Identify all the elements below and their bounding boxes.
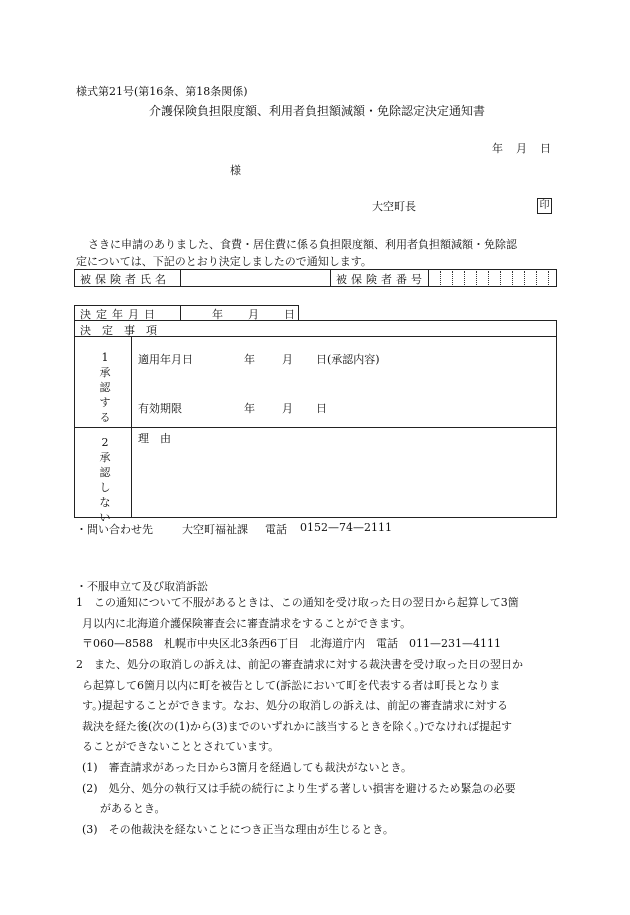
apply-month: 月 <box>282 353 293 366</box>
contact-dept: 大空町福祉課 <box>182 523 248 536</box>
divider <box>74 427 557 428</box>
form-number: 様式第21号(第16条、第18条関係) <box>76 85 248 98</box>
approve-label: 1 承 認 す る <box>99 351 111 424</box>
intro-line-2: 定については、下記のとおり決定しましたので通知します。 <box>76 255 372 268</box>
appeal-item-2-line: ることができないこととされています。 <box>82 740 280 753</box>
valid-label: 有効期限 <box>138 402 182 415</box>
deny-label: 2 承 認 し な い <box>99 436 111 524</box>
appeal-item-2-line: ら起算して6箇月以内に町を被告として(訴訟において町を代表する者は町長となりま <box>82 678 501 692</box>
decision-date-year: 年 <box>212 308 223 321</box>
insured-name-label: 被保険者氏名 <box>80 273 170 286</box>
contact-phone: 0152—74—2111 <box>300 521 392 534</box>
contact-phone-label: 電話 <box>265 523 287 536</box>
document-title: 介護保険負担限度額、利用者負担額減額・免除認定決定通知書 <box>149 104 486 118</box>
reason-label: 理 由 <box>138 432 171 445</box>
appeal-item-2-line: 裁決を経た後(次の(1)から(3)までのいずれかに該当するときを除く。)でなければ提起す <box>82 719 513 733</box>
appeal-sub-2-cont: があるとき。 <box>100 802 166 815</box>
appeal-heading: ・不服申立て及び取消訴訟 <box>76 580 208 593</box>
valid-month: 月 <box>282 402 293 415</box>
divider <box>428 269 429 287</box>
appeal-address: 〒060—8588 札幌市中央区北3条西6丁目 北海道庁内 電話 011—231—4111 <box>82 637 501 650</box>
appeal-item-2-line: す。)提起することができます。なお、処分の取消しの訴えは、前記の審査請求に対する <box>82 699 509 712</box>
divider <box>131 336 132 518</box>
issuer: 大空町長 <box>372 200 416 213</box>
divider <box>330 269 331 287</box>
date-month: 月 <box>516 142 527 155</box>
date-year: 年 <box>492 142 503 155</box>
date-day: 日 <box>540 142 551 155</box>
appeal-sub-1: (1) 審査請求があった日から3箇月を経過しても裁決がないとき。 <box>82 761 413 774</box>
decision-date-day: 日 <box>284 308 295 321</box>
apply-date-label: 適用年月日 <box>138 353 193 366</box>
seal-mark: 印 <box>537 198 552 214</box>
divider <box>180 269 181 287</box>
apply-year: 年 <box>244 353 255 366</box>
appeal-item-2-line: 2 また、処分の取消しの訴えは、前記の審査請求に対する裁決書を受け取った日の翌日か <box>76 658 523 671</box>
apply-day-note: 日(承認内容) <box>316 353 380 366</box>
decision-date-month: 月 <box>248 308 259 321</box>
decision-date-label: 決定年月日 <box>80 308 160 321</box>
appeal-item-1-line: 月以内に北海道介護保険審査会に審査請求をすることができます。 <box>82 616 412 630</box>
divider <box>180 305 181 321</box>
insured-number-label: 被保険者番号 <box>336 273 426 286</box>
valid-day: 日 <box>316 402 327 415</box>
decision-items-label: 決 定 事 項 <box>80 324 157 337</box>
decision-items-box <box>74 320 557 518</box>
intro-line-1: さきに申請のありました、食費・居住費に係る負担限度額、利用者負担額減額・免除認 <box>88 238 517 251</box>
contact-label: ・問い合わせ先 <box>76 523 153 536</box>
appeal-item-1 <box>76 593 558 655</box>
recipient-suffix: 様 <box>230 164 241 177</box>
appeal-item-1-line: 1 この通知について不服があるときは、この通知を受け取った日の翌日から起算して3箇 <box>76 596 519 609</box>
valid-year: 年 <box>244 402 255 415</box>
appeal-sub-items <box>82 758 564 840</box>
appeal-sub-3: (3) その他裁決を経ないことにつき正当な理由が生じるとき。 <box>82 822 394 836</box>
appeal-item-2 <box>76 655 558 758</box>
appeal-sub-2: (2) 処分、処分の執行又は手続の続行により生ずる著しい損害を避けるため緊急の必要 <box>82 781 516 795</box>
